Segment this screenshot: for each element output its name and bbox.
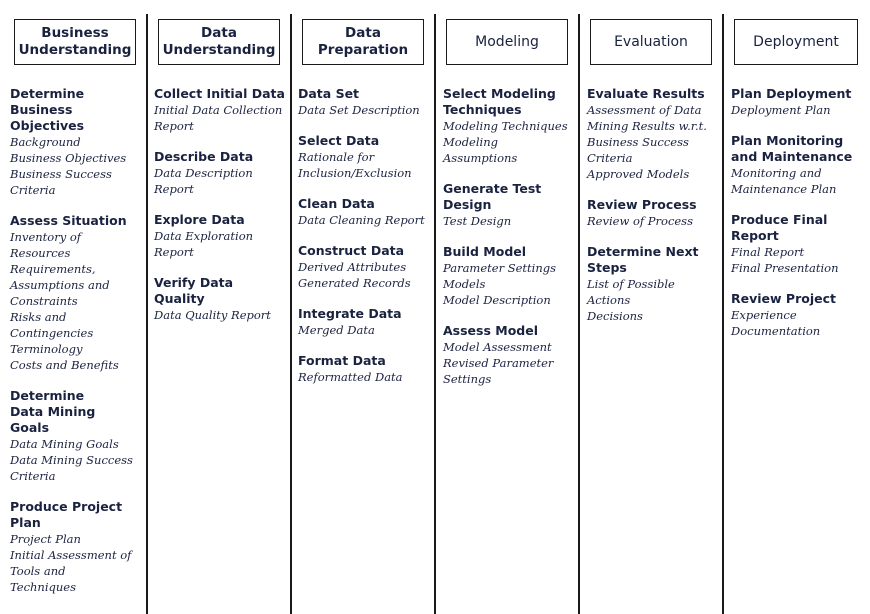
- task-title: Review Project: [731, 291, 836, 306]
- task-block: [731, 133, 867, 197]
- task-title: Assess Model: [443, 323, 539, 338]
- task-output: Derived Attributes: [298, 260, 407, 274]
- task-output: Risks and Contingencies: [10, 310, 94, 340]
- task-output: Terminology: [10, 342, 83, 356]
- task-output: Generated Records: [298, 276, 411, 290]
- task-title: Collect Initial Data: [154, 86, 285, 101]
- phase-column: [298, 86, 432, 400]
- task-block: [10, 213, 144, 373]
- task-title: Describe Data: [154, 149, 254, 164]
- task-title: Clean Data: [298, 196, 375, 211]
- task-output: Model Description: [443, 293, 551, 307]
- task-output: Data Mining Success Criteria: [10, 453, 133, 483]
- task-title: Evaluate Results: [587, 86, 705, 101]
- phase-header-business-understanding: Business Understanding: [14, 19, 136, 65]
- task-title: Plan Monitoring and Maintenance: [731, 133, 853, 164]
- task-title: Select Modeling Techniques: [443, 86, 556, 117]
- task-title: Determine Data Mining Goals: [10, 388, 96, 435]
- phase-header-deployment: Deployment: [734, 19, 858, 65]
- task-output: Data Set Description: [298, 103, 420, 117]
- task-output: Monitoring and Maintenance Plan: [731, 166, 837, 196]
- task-title: Plan Deployment: [731, 86, 852, 101]
- task-title: Determine Next Steps: [587, 244, 699, 275]
- column-divider: [578, 14, 580, 614]
- task-output: Reformatted Data: [298, 370, 403, 384]
- task-title: Format Data: [298, 353, 386, 368]
- task-output: Data Description Report: [154, 166, 253, 196]
- task-block: [443, 86, 577, 166]
- task-block: [443, 244, 577, 308]
- task-output: Initial Data Collection Report: [154, 103, 283, 133]
- task-block: [154, 86, 288, 134]
- task-output: Data Quality Report: [154, 308, 271, 322]
- task-block: [587, 86, 721, 182]
- task-output: Approved Models: [587, 167, 690, 181]
- task-output: Experience Documentation: [731, 308, 821, 338]
- task-block: [587, 197, 721, 229]
- phase-column: [10, 86, 144, 610]
- task-title: Review Process: [587, 197, 697, 212]
- task-output: Business Objectives: [10, 151, 127, 165]
- task-output: Assessment of Data Mining Results w.r.t. Business Success Criteria: [587, 103, 707, 165]
- task-output: Final Presentation: [731, 261, 839, 275]
- task-output: Project Plan: [10, 532, 81, 546]
- task-output: Inventory of Resources: [10, 230, 82, 260]
- phase-header-modeling: Modeling: [446, 19, 568, 65]
- task-block: [10, 499, 144, 595]
- column-divider: [146, 14, 148, 614]
- task-block: [298, 243, 432, 291]
- task-title: Produce Final Report: [731, 212, 828, 243]
- task-block: [731, 291, 867, 339]
- phase-column: [731, 86, 867, 354]
- task-title: Assess Situation: [10, 213, 127, 228]
- task-output: Final Report: [731, 245, 805, 259]
- task-block: [298, 196, 432, 228]
- phase-header-data-preparation: Data Preparation: [302, 19, 424, 65]
- task-title: Select Data: [298, 133, 380, 148]
- task-title: Data Set: [298, 86, 360, 101]
- task-block: [731, 212, 867, 276]
- phase-header-data-understanding: Data Understanding: [158, 19, 280, 65]
- task-block: [154, 149, 288, 197]
- task-output: Data Mining Goals: [10, 437, 119, 451]
- phase-header-evaluation: Evaluation: [590, 19, 712, 65]
- phase-column: [154, 86, 288, 338]
- task-block: [10, 86, 144, 198]
- task-block: [298, 353, 432, 385]
- task-output: Business Success Criteria: [10, 167, 112, 197]
- task-output: Revised Parameter Settings: [443, 356, 554, 386]
- task-output: Parameter Settings: [443, 261, 556, 275]
- task-output: Background: [10, 135, 81, 149]
- task-output: Decisions: [587, 309, 643, 323]
- task-output: Modeling Assumptions: [443, 135, 518, 165]
- task-output: Requirements, Assumptions and Constraints: [10, 262, 110, 308]
- task-title: Construct Data: [298, 243, 405, 258]
- column-divider: [722, 14, 724, 614]
- task-block: [10, 388, 144, 484]
- task-title: Determine Business Objectives: [10, 86, 85, 133]
- phase-column: [587, 86, 721, 339]
- task-title: Explore Data: [154, 212, 245, 227]
- phase-column: [443, 86, 577, 402]
- task-output: Initial Assessment of Tools and Techniques: [10, 548, 132, 594]
- task-output: Rationale for Inclusion/Exclusion: [298, 150, 412, 180]
- task-output: Data Exploration Report: [154, 229, 254, 259]
- task-title: Produce Project Plan: [10, 499, 123, 530]
- task-block: [443, 323, 577, 387]
- task-block: [298, 133, 432, 181]
- task-block: [298, 306, 432, 338]
- task-output: Merged Data: [298, 323, 375, 337]
- task-output: Model Assessment: [443, 340, 552, 354]
- task-output: Modeling Techniques: [443, 119, 568, 133]
- task-title: Build Model: [443, 244, 527, 259]
- task-output: Deployment Plan: [731, 103, 831, 117]
- task-output: Data Cleaning Report: [298, 213, 425, 227]
- task-title: Verify Data Quality: [154, 275, 234, 306]
- task-title: Integrate Data: [298, 306, 402, 321]
- task-output: List of Possible Actions: [587, 277, 675, 307]
- task-block: [587, 244, 721, 324]
- column-divider: [290, 14, 292, 614]
- task-output: Test Design: [443, 214, 512, 228]
- task-output: Models: [443, 277, 486, 291]
- task-block: [298, 86, 432, 118]
- task-output: Costs and Benefits: [10, 358, 119, 372]
- task-block: [154, 212, 288, 260]
- task-block: [154, 275, 288, 323]
- task-output: Review of Process: [587, 214, 693, 228]
- task-block: [731, 86, 867, 118]
- task-title: Generate Test Design: [443, 181, 542, 212]
- column-divider: [434, 14, 436, 614]
- task-block: [443, 181, 577, 229]
